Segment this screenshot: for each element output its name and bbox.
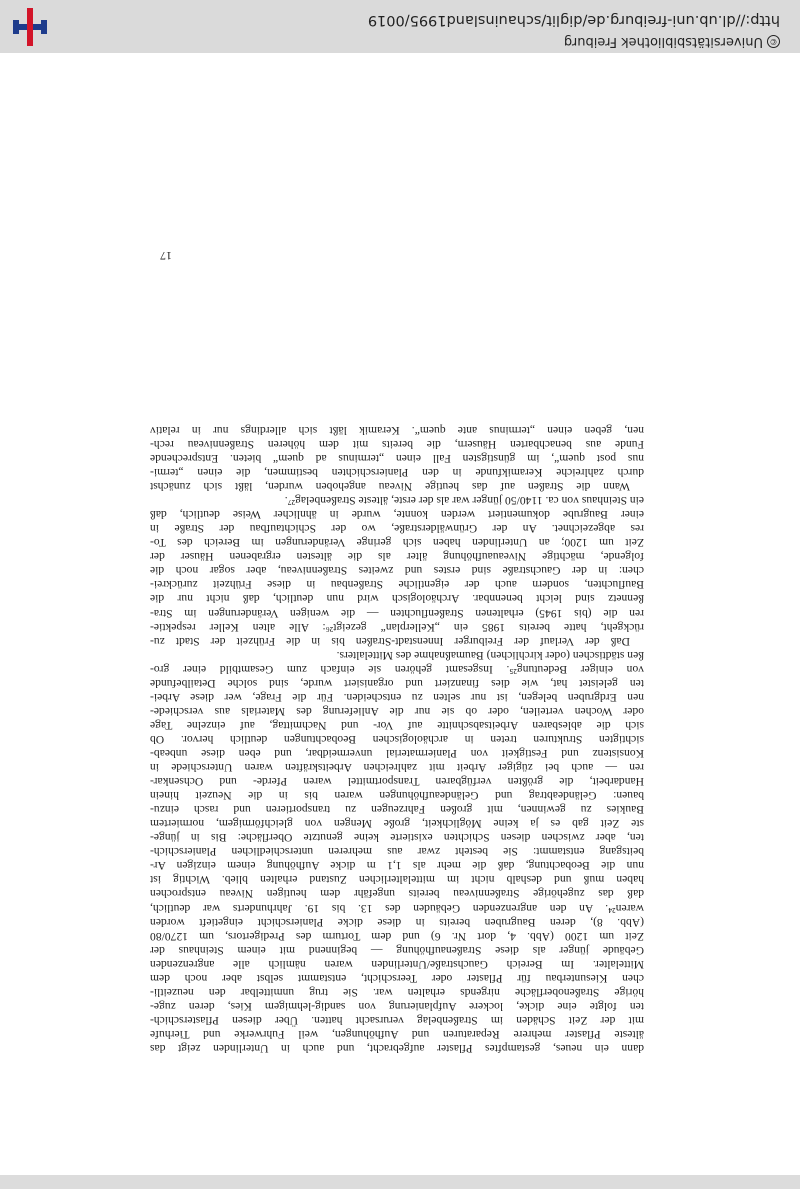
text-line: res abgezeichnet. An der Grünwälderstraße, wo der Schichtaufbau der Straße in [150, 522, 644, 536]
text-line: haben muß und deshalb nicht im mittelalterlichen Zustand erhalten blieb. Wichtig ist [150, 873, 644, 887]
text-line: Baufluchten, sondern auch der eigentliche Straßenbau in diese Frühzeit zurückrei- [150, 578, 644, 592]
text-line: Zeit um 1200; an Unterlinden haben sich geringe Veränderungen im Bereich des To- [150, 536, 644, 550]
text-line: sichtigten Strukturen treten in archäologischen Beobachtungen deutlich hervor. Ob [150, 732, 644, 746]
text-line: nun die Beobachtung, daß die mehr als 1,1 m dicke Aufhöhung einem einzigen Ar- [150, 859, 644, 873]
text-line: chen: in der Gauchstraße sind erstes und zweites Straßenniveau, aber sogar noch die [150, 564, 644, 578]
text-line: folgende, mächtige Niveauaufhöhung älter als die ältesten ergrabenen Häuser der [150, 550, 644, 564]
institution-name: Universitätsbibliothek Freiburg [563, 34, 763, 49]
body-text [150, 423, 644, 1055]
text-line: Mittelalter. Im Bereich Gauchstraße/Unterlinden waren nämlich alle angrenzenden [150, 957, 644, 971]
page-number: 17 [160, 249, 172, 263]
text-line: Konsistenz und Festigkeit von Planiermaterial unvermeidbar, und eben diese unbeab- [150, 747, 644, 761]
text-line: daß das zugehörige Straßenniveau bereits ungefähr dem heutigen Niveau entsprochen [150, 887, 644, 901]
text-line: ßen städtischen (oder kirchlichen) Baumaßnahme des Mittelalters. [336, 648, 644, 662]
text-line: rückgeht, hatte bereits 1985 ein „Kellerplan“ gezeigt²⁶: Alle alten Keller respektie- [150, 620, 644, 634]
text-line: älteste Pflaster mehrere Reparaturen und Aufhöhungen, weil Fuhrwerke und Tierhufe [150, 1027, 644, 1041]
text-line: mit der Zeit Schäden im Straßenbelag verursacht hatten. Über diesen Pflasterschich- [150, 1013, 644, 1027]
text-line: nen Erdgruben belegen, ist nur selten zu entscheiden. Für die Frage, wer diese Arbei- [150, 690, 644, 704]
text-line: bauen: Geländeabtrag und Geländeaufhöhungen waren bis in die Neuzeit hinein [150, 789, 644, 803]
text-line: von einiger Bedeutung²⁵. Insgesamt gehören sie einfach zum Gesamtbild einer gro- [150, 662, 644, 676]
text-line: Handarbeit, die größten verfügbaren Transportmittel waren Pferde- und Ochsenkar- [150, 775, 644, 789]
ub-freiburg-logo-icon [8, 6, 52, 48]
text-line: dann ein neues, gestampftes Pflaster aufgebracht, und auch in Unterlinden zeigt das [150, 1042, 644, 1055]
text-line: ßennetz sind leicht benennbar. Archäologisch wird nun deutlich, daß nicht nur die [150, 592, 644, 606]
text-line: Zeit um 1200 (Abb. 4, dort Nr. 6) und dem Torturm des Predigertors, um 1270/80 [150, 929, 644, 943]
text-line: sich die ablesbaren Arbeitsabschnitte auf Vor- und Nachmittag, auf einzelne Tage [150, 718, 644, 732]
text-line: Baukies zu gewinnen, mit großen Fahrzeugen zu transportieren und rasch einzu- [150, 803, 644, 817]
text-line: ren die (bis 1945) erhaltenen Straßenfluchten — die wenigen Veränderungen im Stra- [150, 606, 644, 620]
footer-bar [0, 0, 800, 53]
text-line: ste Zeit gab es ja keine Möglichkeit, große Mengen von gleichförmigem, normiertem [150, 817, 644, 831]
text-line: Wann die Straßen auf das heutige Niveau angehoben wurden, läßt sich zunächst [150, 480, 630, 494]
permalink-url[interactable]: http://dl.ub.uni-freiburg.de/diglit/schauinsland1995/0019 [367, 12, 780, 28]
text-line: oder Wochen verteilen, oder ob sie nur die Anlieferung des Materials aus verschiede- [150, 704, 644, 718]
top-strip [0, 1175, 800, 1189]
text-line: Gebäude jünger als diese Straßenaufhöhung — beginnend mit einem Steinhaus der [150, 943, 644, 957]
text-line: Daß der Verlauf der Freiburger Innenstadt-Straßen bis in die Frühzeit der Stadt zu- [150, 634, 630, 648]
text-line: ten, aber zwischen diesen Schichten existierte keine genutzte Oberfläche: Bis in jünge- [150, 831, 644, 845]
text-line: (Abb. 8), deren Baugruben bereits in diese dicke Planierschicht eingetieft worden [150, 915, 644, 929]
text-line: hörige Straßenoberfläche nirgends erhalten war. Sie trug unmittelbar den neuzeitli- [150, 985, 644, 999]
text-line: chen Kiesunterbau für Pflaster oder Teerschicht, entstammt selbst aber noch dem [150, 971, 644, 985]
text-line: ren — auch bei zügiger Arbeit mit zahlreichen Arbeitskräften waren Unterschiede in [150, 761, 644, 775]
text-line: ten folgte eine dicke, lockere Aufplanierung von sandig-lehmigem Kies, deren zuge- [150, 999, 644, 1013]
text-line: nen, geben einen „terminus ante quem“. Keramik läßt sich allerdings nur in relativ [150, 423, 644, 437]
text-line: durch zahlreiche Keramikfunde in den Planierschichten bestimmen, die einen „termi- [150, 466, 644, 480]
text-line: ein Steinhaus von ca. 1140/50 jünger war als der erste, älteste Straßenbelag²⁷. [284, 494, 644, 508]
text-line: Funde aus benachbarten Häusern, die bereits mit dem höheren Straßenniveau rech- [150, 437, 644, 451]
text-line: beitsgang entstammt: Sie besteht zwar aus mehreren unterschiedlichen Planierschich- [150, 845, 644, 859]
text-line: einer Baugrube dokumentiert werden konnte, wurde in ähnlicher Weise deutlich, daß [150, 508, 644, 522]
copyright-icon: © [767, 35, 780, 48]
text-line: nus post quem“, im günstigsten Fall einen „terminus ad quem“ bieten. Entsprechende [150, 452, 644, 466]
text-line: waren²⁴. An den angrenzenden Gebäuden des 13. bis 19. Jahrhunderts war deutlich, [150, 901, 644, 915]
institution-line [564, 34, 780, 49]
text-line: ten geleistet hat, wie dies finanziert und organisiert wurde, sind solche Detailbefunde [150, 676, 644, 690]
